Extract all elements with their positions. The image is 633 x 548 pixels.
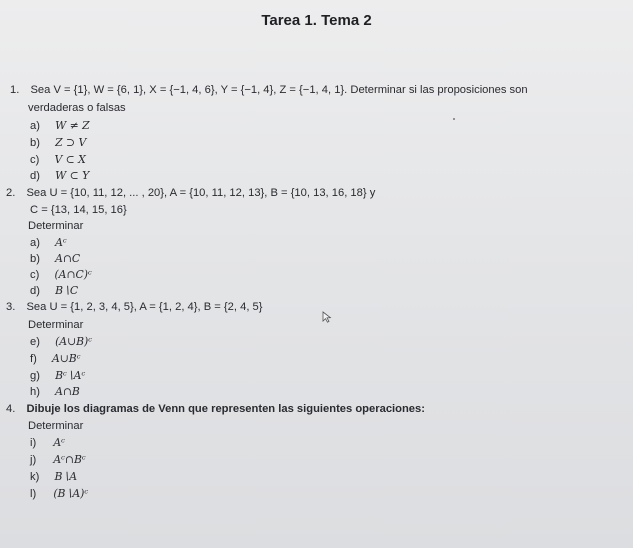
page-title: Tarea 1. Tema 2	[261, 12, 372, 29]
q3-number: 3.	[6, 301, 16, 313]
q3-item	[30, 352, 81, 366]
q1-item	[30, 153, 86, 167]
item-expr: Aᶜ	[55, 236, 67, 249]
speck-mark	[453, 118, 455, 120]
item-label: g)	[30, 370, 40, 382]
item-label: f)	[30, 353, 37, 365]
q2-heading: Determinar	[28, 220, 84, 232]
item-expr: V ⊂ X	[54, 153, 86, 166]
item-expr: (A∪B)ᶜ	[55, 335, 93, 348]
q4-line1: Dibuje los diagramas de Venn que representen las siguientes operaciones:	[26, 403, 425, 415]
item-expr: W ⊂ Y	[55, 169, 90, 182]
item-label: a)	[30, 120, 40, 132]
item-expr: A∪Bᶜ	[51, 352, 81, 365]
q3-item	[30, 369, 85, 383]
q2-line1: Sea U = {10, 11, 12, ... , 20}, A = {10, 11, 12, 13}, B = {10, 13, 16, 18} y	[26, 187, 376, 199]
q4-heading: Determinar	[28, 420, 84, 432]
item-label: c)	[30, 154, 40, 166]
q3-item	[30, 335, 92, 349]
item-expr: B∖C	[55, 284, 79, 297]
q1-item	[30, 136, 86, 150]
item-label: l)	[30, 488, 37, 500]
item-label: d)	[30, 285, 40, 297]
q3-item	[30, 385, 80, 399]
mouse-cursor-icon	[322, 311, 332, 323]
q2-item	[30, 236, 67, 250]
item-expr: B∖A	[54, 470, 78, 483]
item-expr: Aᶜ∩Bᶜ	[53, 453, 86, 466]
q4-item	[30, 453, 86, 467]
q3-statement	[6, 300, 263, 314]
q4-statement	[6, 402, 425, 416]
item-label: d)	[30, 170, 40, 182]
q1-statement	[10, 83, 528, 97]
q2-item	[30, 268, 92, 282]
q2-statement	[6, 186, 375, 200]
q4-item	[30, 436, 65, 450]
q1-item	[30, 169, 89, 183]
q3-heading: Determinar	[28, 319, 84, 331]
q4-number: 4.	[6, 403, 16, 415]
q2-item	[30, 284, 78, 298]
q3-line1: Sea U = {1, 2, 3, 4, 5}, A = {1, 2, 4}, B = {2, 4, 5}	[26, 301, 263, 313]
q4-item	[30, 470, 77, 484]
item-label: a)	[30, 237, 40, 249]
item-expr: Aᶜ	[53, 436, 65, 449]
q2-number: 2.	[6, 187, 16, 199]
q1-item	[30, 119, 90, 133]
item-expr: W ≠ Z	[55, 119, 90, 132]
q2-item	[30, 252, 80, 266]
item-label: c)	[30, 269, 40, 281]
item-expr: A∩B	[55, 385, 80, 398]
item-expr: (A∩C)ᶜ	[54, 268, 92, 281]
item-label: j)	[30, 454, 37, 466]
item-label: i)	[30, 437, 37, 449]
item-label: e)	[30, 336, 40, 348]
q1-line2: verdaderas o falsas	[28, 102, 126, 114]
q1-line1: Sea V = {1}, W = {6, 1}, X = {−1, 4, 6}, Y = {−1, 4}, Z = {−1, 4, 1}. Determinar si las proposiciones son	[30, 84, 528, 96]
item-label: b)	[30, 137, 40, 149]
item-expr: Bᶜ∖Aᶜ	[55, 369, 86, 382]
item-label: h)	[30, 386, 40, 398]
item-label: k)	[30, 471, 40, 483]
item-expr: (B∖A)ᶜ	[53, 487, 89, 500]
item-expr: Z ⊃ V	[55, 136, 87, 149]
q4-item	[30, 487, 88, 501]
item-label: b)	[30, 253, 40, 265]
q2-line2: C = {13, 14, 15, 16}	[30, 204, 127, 216]
item-expr: A∩C	[55, 252, 81, 265]
q1-number: 1.	[10, 84, 20, 96]
